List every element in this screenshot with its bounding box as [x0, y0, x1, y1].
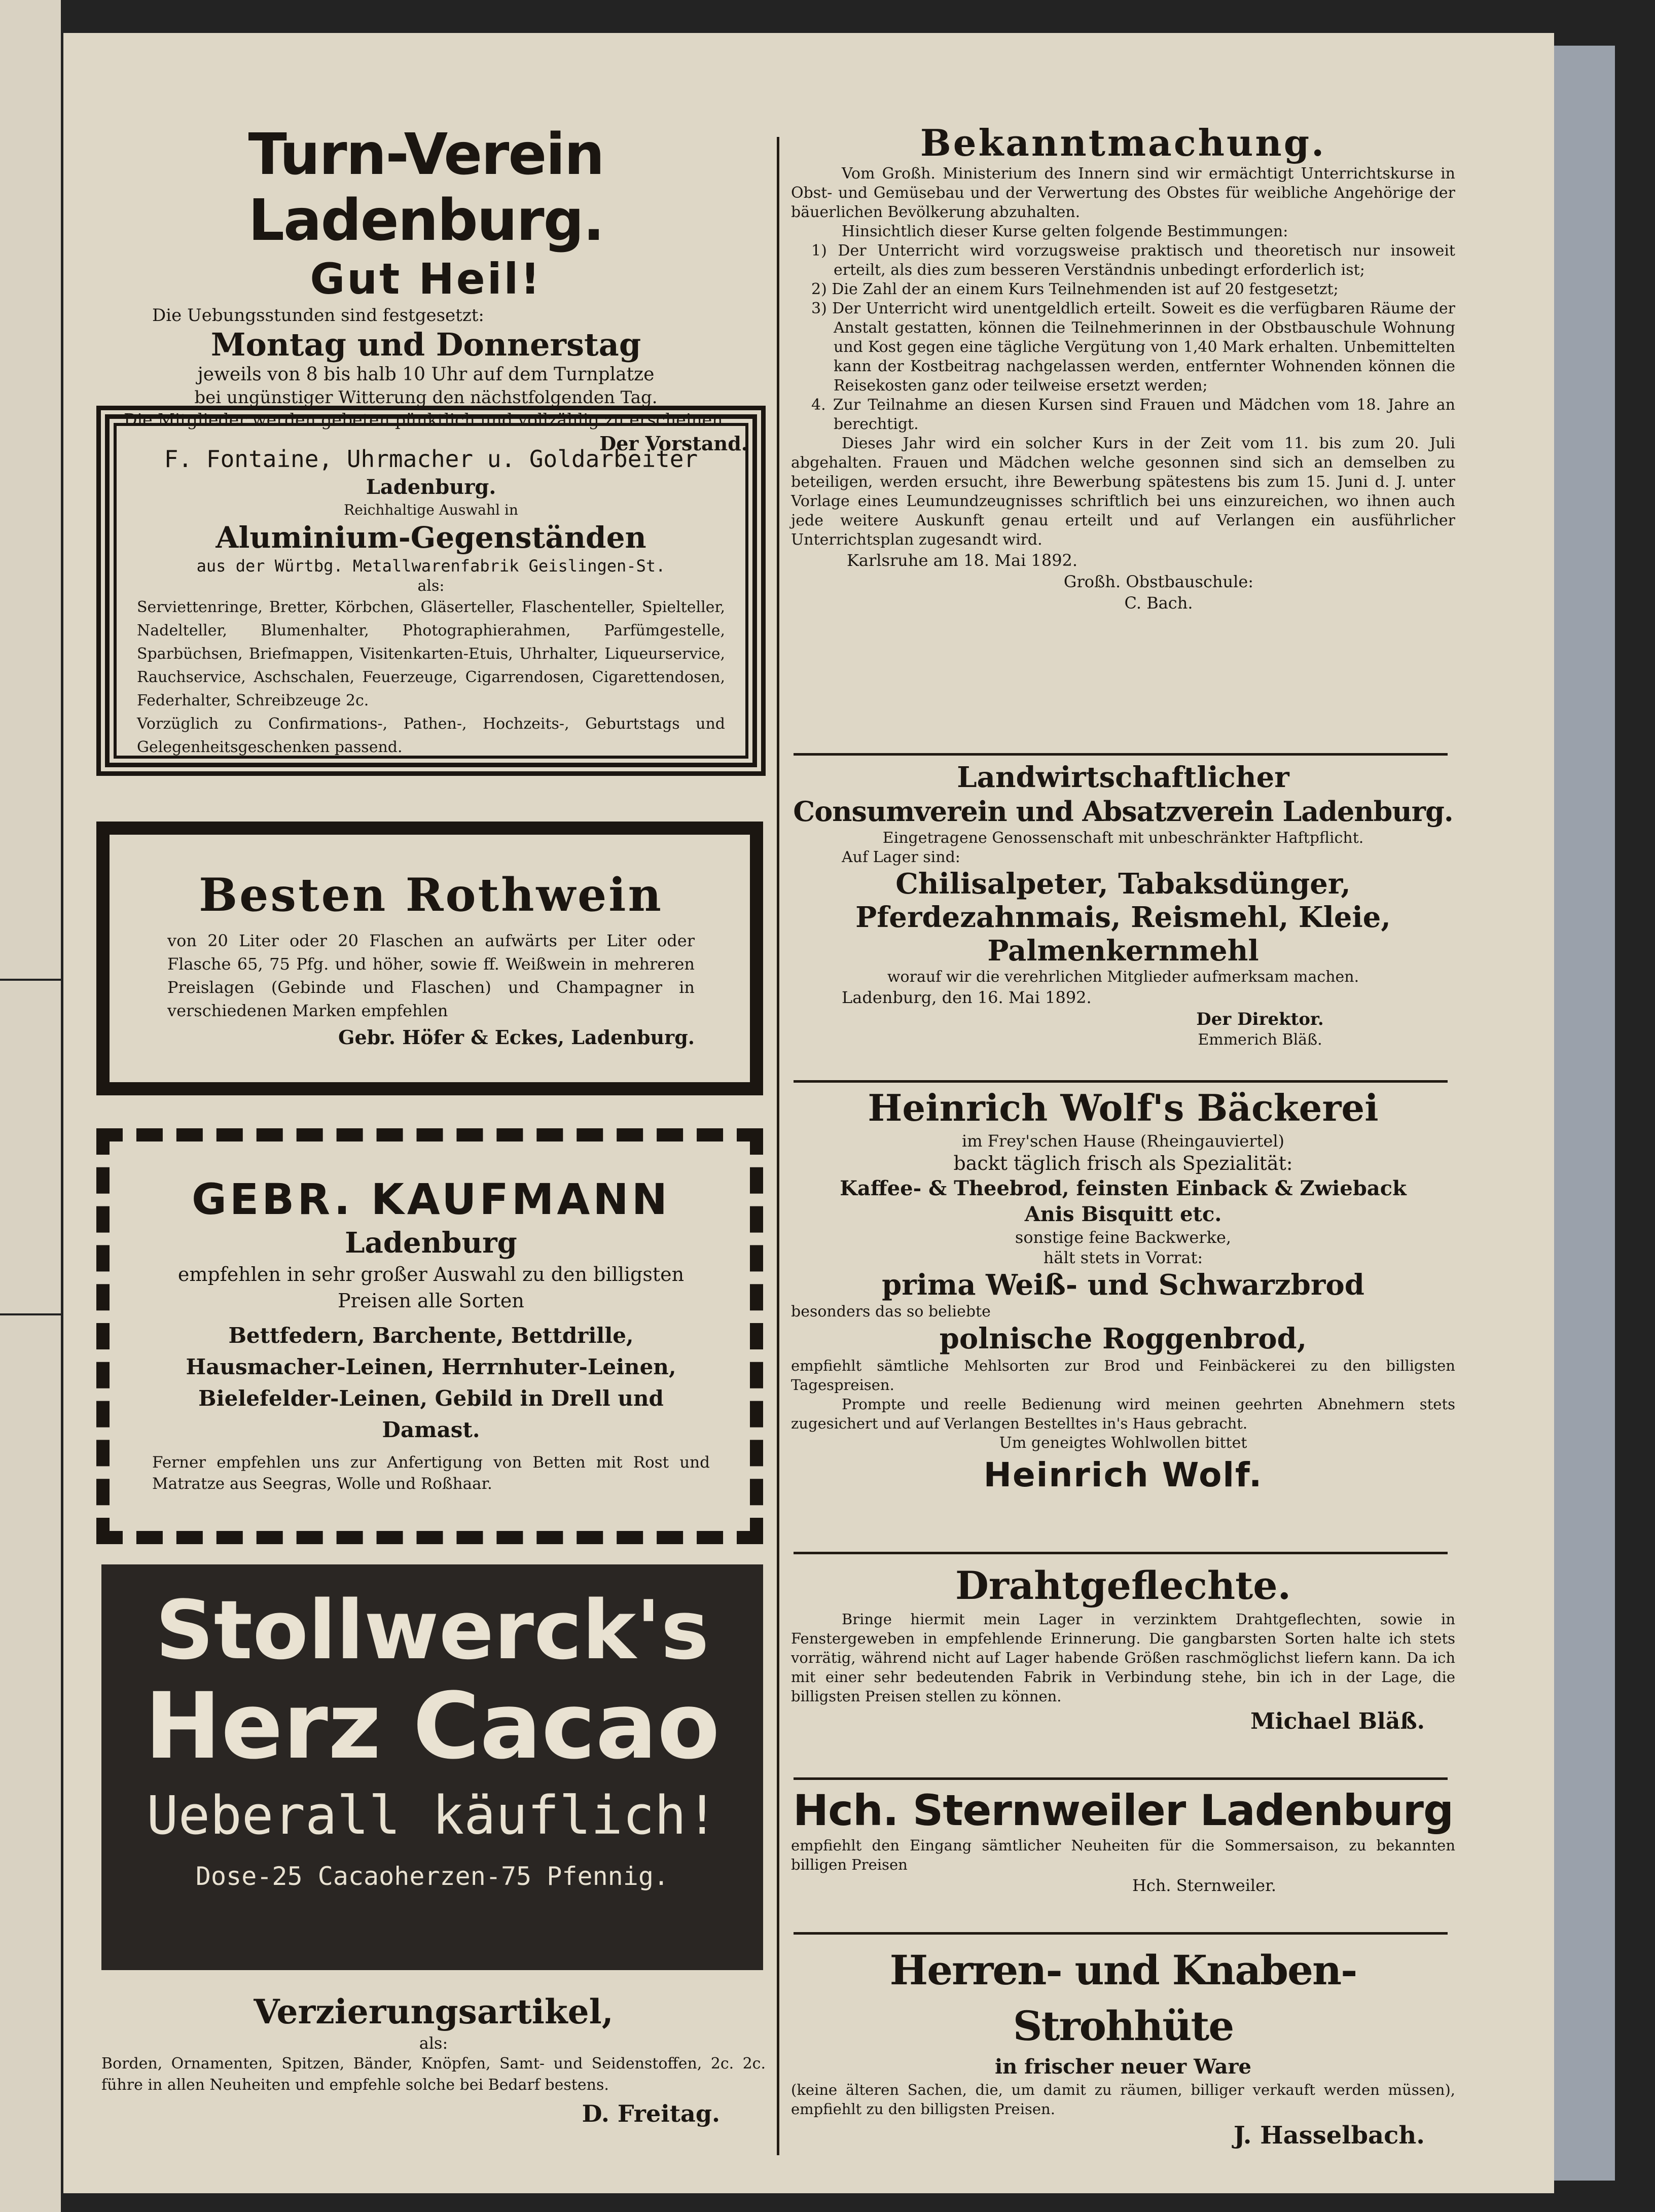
column-divider — [777, 137, 779, 2155]
strohhuete-subtitle: in frischer neuer Ware — [994, 2055, 1252, 2079]
sternweiler-signature: Hch. Sternweiler. — [1132, 1876, 1277, 1895]
bekanntmachung-item: 4. Zur Teilnahme an diesen Kursen sind Frauen und Mädchen vom 18. Jahre an berechtigt. — [811, 396, 1455, 433]
section-rule — [794, 753, 1448, 756]
wolf-line: hält stets in Vorrat: — [1043, 1248, 1203, 1267]
consumverein-sign2: Emmerich Bläß. — [1198, 1031, 1322, 1049]
consumverein-product: Chilisalpeter, Tabaksdünger, — [895, 867, 1351, 901]
fontaine-line: als: — [417, 577, 445, 595]
kaufmann-ad-content — [152, 1174, 710, 1494]
wolf-bread: polnische Roggenbrod, — [939, 1322, 1307, 1355]
adjacent-page-edge — [0, 0, 61, 2212]
fontaine-name: F. Fontaine, Uhrmacher u. Goldarbeiter — [164, 445, 698, 473]
verzierung-ad — [101, 1990, 766, 2131]
fontaine-place: Ladenburg. — [366, 475, 496, 499]
consumverein-product: Palmenkernmehl — [987, 934, 1259, 968]
wolf-line: sonstige feine Backwerke, — [1015, 1228, 1232, 1247]
book-spine — [1554, 46, 1615, 2181]
bekanntmachung-sign1: Großh. Obstbauschule: — [1063, 572, 1254, 591]
kaufmann-place: Ladenburg — [345, 1226, 517, 1260]
bekanntmachung — [791, 122, 1455, 614]
sternweiler-title: Hch. Sternweiler Ladenburg — [793, 1786, 1454, 1835]
rothwein-signature: Gebr. Höfer & Eckes, Ladenburg. — [338, 1026, 695, 1049]
turnverein-line: bei ungünstiger Witterung den nächstfolgenden Tag. — [194, 387, 658, 408]
consumverein-kicker: Landwirtschaftlicher — [957, 761, 1289, 794]
wolf-ad — [791, 1085, 1455, 1497]
turnverein-line: Die Mitglieder werden gebeten pünktlich und vollzählig zu erscheinen. — [124, 410, 728, 430]
kaufmann-intro: empfehlen in sehr großer Auswahl zu den billigsten Preisen alle Sorten — [177, 1263, 685, 1312]
drahtgeflechte-title: Drahtgeflechte. — [955, 1563, 1291, 1608]
verzierung-title: Verzierungsartikel, — [254, 1992, 614, 2031]
wolf-body: empfiehlt sämtliche Mehlsorten zur Brod und Feinbäckerei zu den billigsten Tagespreisen. — [791, 1357, 1455, 1394]
stollwerck-ad — [101, 1564, 763, 1970]
wolf-line: backt täglich frisch als Spezialität: — [953, 1152, 1293, 1174]
adjacent-page-rule — [0, 1313, 61, 1315]
turnverein-signature: Der Vorstand. — [599, 432, 748, 455]
stollwerck-product: Herz Cacao — [145, 1673, 720, 1779]
fontaine-ad-content — [137, 444, 725, 759]
bekanntmachung-date: Karlsruhe am 18. Mai 1892. — [847, 551, 1078, 570]
strohhuete-signature: J. Hasselbach. — [1233, 2121, 1425, 2150]
consumverein-line: worauf wir die verehrlichen Mitglieder aufmerksam machen. — [887, 968, 1359, 986]
turnverein-line: Die Uebungsstunden sind festgesetzt: — [152, 305, 484, 326]
turnverein-title: Turn-Verein Ladenburg. — [248, 122, 604, 254]
wolf-title: Heinrich Wolf's Bäckerei — [868, 1086, 1379, 1129]
consumverein-date: Ladenburg, den 16. Mai 1892. — [842, 988, 1092, 1007]
consumverein-ad — [791, 761, 1455, 1050]
section-rule — [794, 1777, 1448, 1780]
verzierung-body: Borden, Ornamenten, Spitzen, Bänder, Knöpfen, Samt- und Seidenstoffen, 2c. 2c. führe in allen Neuheiten und empfehle solche bei Bedarf bestens. — [101, 2055, 766, 2094]
fontaine-headline: Aluminium-Gegenständen — [215, 520, 646, 555]
rothwein-ad-content — [167, 867, 695, 1053]
adjacent-page-rule — [0, 979, 61, 981]
wolf-line: Um geneigtes Wohlwollen bittet — [999, 1434, 1247, 1452]
rothwein-body: von 20 Liter oder 20 Flaschen an aufwärts per Liter oder Flasche 65, 75 Pfg. und höher, sowie ff. Weißwein in mehreren Preislagen (Gebinde und Flaschen) und Champagner in verschiedenen Marken empfehlen — [167, 931, 695, 1020]
bekanntmachung-intro2: Hinsichtlich dieser Kurse gelten folgende Bestimmungen: — [842, 223, 1288, 240]
turnverein-days: Montag und Donnerstag — [210, 326, 641, 363]
verzierung-signature: D. Freitag. — [582, 2100, 720, 2127]
turnverein-motto: Gut Heil! — [310, 254, 542, 304]
stollwerck-brand: Stollwerck's — [155, 1583, 709, 1678]
wolf-line: besonders das so beliebte — [791, 1303, 991, 1321]
bekanntmachung-sign2: C. Bach. — [1124, 593, 1193, 613]
stollwerck-price: Dose-25 Cacaoherzen-75 Pfennig. — [195, 1862, 669, 1891]
bekanntmachung-item: 1) Der Unterricht wird vorzugsweise praktisch und theoretisch nur insoweit erteilt, als dies zum besseren Verständnis unbedingt erforderlich ist; — [811, 242, 1455, 279]
fontaine-occasions: Vorzüglich zu Confirmations-, Pathen-, Hochzeits-, Geburtstags und Gelegenheitsgeschenken passend. — [137, 715, 725, 756]
bekanntmachung-body: Dieses Jahr wird ein solcher Kurs in der Zeit vom 11. bis zum 20. Juli abgehalten. Frauen und Mädchen welche gesonnen sind sich an demselben zu beteiligen, werden ersucht, ihre Bewerbung spätestens bis zum 15. Juni d. J. unter Vorlage eines Leumundzeugnisses schriftlich bei uns einzureichen, wo ihnen auch jede weitere Auskunft genau erteilt und auf Verlangen ein ausführlicher Unterrichtsplan zugesandt wird. — [791, 435, 1455, 549]
consumverein-product: Pferdezahnmais, Reismehl, Kleie, — [855, 901, 1391, 934]
section-rule — [794, 1552, 1448, 1554]
wolf-line: im Frey'schen Hause (Rheingauviertel) — [961, 1131, 1285, 1151]
bekanntmachung-item: 3) Der Unterricht wird unentgeldlich erteilt. Soweit es die verfügbaren Räume der Anstalt gestatten, können die Teilnehmerinnen in der Obstbauschule Wohnung und Kost gegen eine tägliche Vergütung von 1,40 Mark erhalten. Unbemittelten kann der Kostbeitrag nachgelassen werden, entfernter Wohnenden können die Reisekosten ganz oder teilweise ersetzt werden; — [811, 300, 1455, 395]
drahtgeflechte-body: Bringe hiermit mein Lager in verzinktem Drahtgeflechten, sowie in Fenstergeweben in empfehlende Erinnerung. Die gangbarsten Sorten halte ich stets vorrätig, während nicht auf Lager habende Größen raschmöglichst liefern kann. Da ich mit einer sehr bedeutenden Fabrik in Verbindung stehe, bin ich in der Lage, die billigsten Preisen stellen zu können. — [791, 1611, 1455, 1705]
fontaine-line: Reichhaltige Auswahl in — [344, 502, 518, 518]
sternweiler-body: empfiehlt den Eingang sämtlicher Neuheiten für die Sommersaison, zu bekannten billigen Preisen — [791, 1837, 1455, 1873]
strohhuete-ad — [791, 1942, 1455, 2152]
wolf-bread: prima Weiß- und Schwarzbrod — [882, 1268, 1364, 1302]
kaufmann-title: GEBR. KAUFMANN — [191, 1174, 671, 1224]
bekanntmachung-item: 2) Die Zahl der an einem Kurs Teilnehmenden ist auf 20 festgesetzt; — [811, 280, 1339, 298]
wolf-specialty: Kaffee- & Theebrod, feinsten Einback & Zwieback — [840, 1176, 1407, 1200]
wolf-specialty: Anis Bisquitt etc. — [1024, 1202, 1222, 1226]
wolf-body: Prompte und reelle Bedienung wird meinen geehrten Abnehmern stets zugesichert und auf Verlangen Bestelltes in's Haus gebracht. — [791, 1396, 1455, 1432]
sternweiler-ad — [791, 1785, 1455, 1897]
kaufmann-extra: Ferner empfehlen uns zur Anfertigung von Betten mit Rost und Matratze aus Seegras, Wolle und Roßhaar. — [152, 1453, 710, 1493]
verzierung-als: als: — [419, 2033, 448, 2053]
drahtgeflechte-signature: Michael Bläß. — [1250, 1708, 1425, 1734]
fontaine-line: aus der Würtbg. Metallwarenfabrik Geislingen-St. — [196, 556, 666, 576]
rothwein-title: Besten Rothwein — [199, 868, 663, 922]
consumverein-sign1: Der Direktor. — [1196, 1009, 1324, 1029]
strohhuete-body: (keine älteren Sachen, die, um damit zu räumen, billiger verkauft werden müssen), empfiehlt zu den billigsten Preisen. — [791, 2081, 1455, 2118]
fontaine-items: Serviettenringe, Bretter, Körbchen, Gläserteller, Flaschenteller, Spielteller, Nadelteller, Blumenhalter, Photographierahmen, Parfümgestelle, Sparbüchsen, Briefmappen, Visitenkarten-Etuis, Uhrhalter, Liqueurservice, Rauchservice, Aschschalen, Feuerzeuge, Cigarrendosen, Cigarettendosen, Federhalter, Schreibzeuge 2c. — [137, 598, 725, 709]
stollwerck-slogan: Ueberall käuflich! — [146, 1785, 718, 1846]
bekanntmachung-title: Bekanntmachung. — [920, 121, 1326, 164]
section-rule — [794, 1932, 1448, 1935]
wolf-signature: Heinrich Wolf. — [983, 1455, 1263, 1494]
consumverein-line: Eingetragene Genossenschaft mit unbeschränkter Haftpflicht. — [882, 829, 1364, 847]
bekanntmachung-intro: Vom Großh. Ministerium des Innern sind wir ermächtigt Unterrichtskurse in Obst- und Gemüsebau und der Verwertung des Obstes für weibliche Angehörige der bäuerlichen Bevölkerung abzuhalten. — [791, 165, 1455, 221]
consumverein-line: Auf Lager sind: — [842, 848, 960, 866]
section-rule — [794, 1080, 1448, 1083]
kaufmann-goods: Bettfedern, Barchente, Bettdrille, Hausmacher-Leinen, Herrnhuter-Leinen, Bielefelder-Leinen, Gebild in Drell und Damast. — [186, 1323, 676, 1442]
turnverein-line: jeweils von 8 bis halb 10 Uhr auf dem Turnplatze — [197, 364, 655, 385]
strohhuete-title: Herren- und Knaben-Strohhüte — [889, 1946, 1357, 2050]
drahtgeflechte-ad — [791, 1562, 1455, 1737]
consumverein-title: Consumverein und Absatzverein Ladenburg. — [793, 795, 1453, 828]
